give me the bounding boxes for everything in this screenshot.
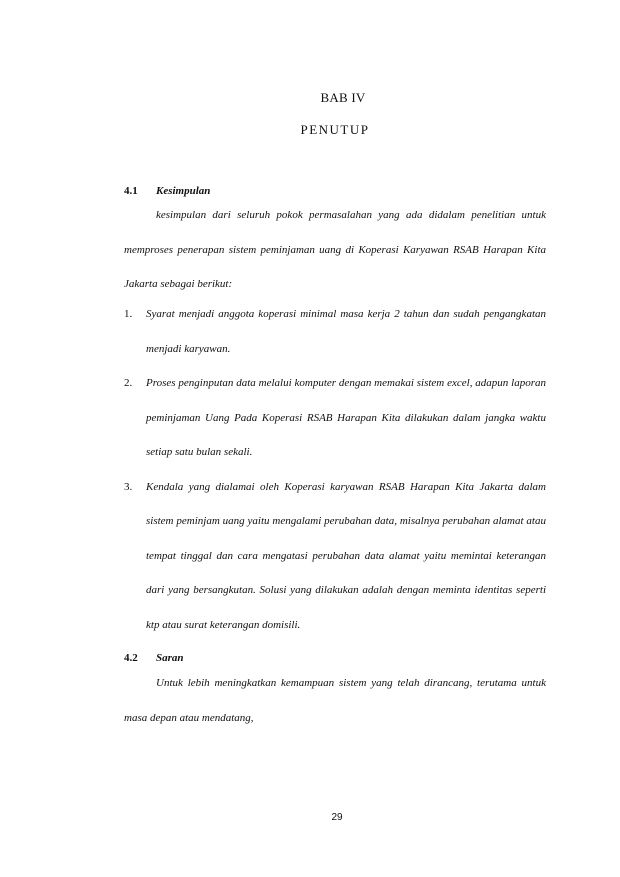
list-marker: 3. [124, 480, 133, 493]
chapter-number: BAB IV [320, 90, 366, 105]
paragraph-text: Untuk lebih meningkatkan kemampuan sistem yang telah dirancang, terutama untuk masa depan atau mendatang, [124, 677, 546, 724]
list-marker: 2. [124, 377, 133, 389]
chapter-title: PENUTUP [300, 122, 370, 137]
section-title: Kesimpulan [156, 185, 211, 197]
list-item-text: Proses penginputan data melalui komputer dengan memakai sistem excel, adapun laporan peminjaman Uang Pada Koperasi RSAB Harapan Kita dilakukan dalam jangka waktu setiap satu bulan sekali. [146, 377, 546, 458]
saran-paragraph [124, 666, 546, 735]
section-number: 4.2 [124, 652, 138, 664]
list-item [124, 366, 546, 470]
section-title: Saran [156, 652, 184, 664]
list-item-text: Kendala yang dialamai oleh Koperasi karyawan RSAB Harapan Kita Jakarta dalam sistem peminjam uang yaitu mengalami perubahan data, misalnya perubahan alamat atau tempat tinggal dan cara mengatasi perubahan data alamat yaitu memintai keterangan dari yang bersangkutan. Solusi yang dilakukan adalah dengan meminta identitas seperti ktp atau surat keterangan domisili. [146, 480, 546, 631]
section-heading-saran [124, 652, 184, 664]
list-item [124, 470, 546, 643]
list-marker: 1. [124, 308, 133, 320]
list-item-text: Syarat menjadi anggota koperasi minimal masa kerja 2 tahun dan sudah pengangkatan menjadi karyawan. [146, 308, 546, 355]
kesimpulan-intro-paragraph [124, 198, 546, 302]
paragraph-text: kesimpulan dari seluruh pokok permasalahan yang ada didalam penelitian untuk memproses penerapan sistem peminjaman uang di Koperasi Karyawan RSAB Harapan Kita Jakarta sebagai berikut: [124, 209, 546, 290]
kesimpulan-list [124, 297, 546, 642]
list-item [124, 297, 546, 366]
section-number: 4.1 [124, 185, 138, 197]
section-heading-kesimpulan [124, 185, 210, 197]
page-number: 29 [331, 812, 343, 823]
